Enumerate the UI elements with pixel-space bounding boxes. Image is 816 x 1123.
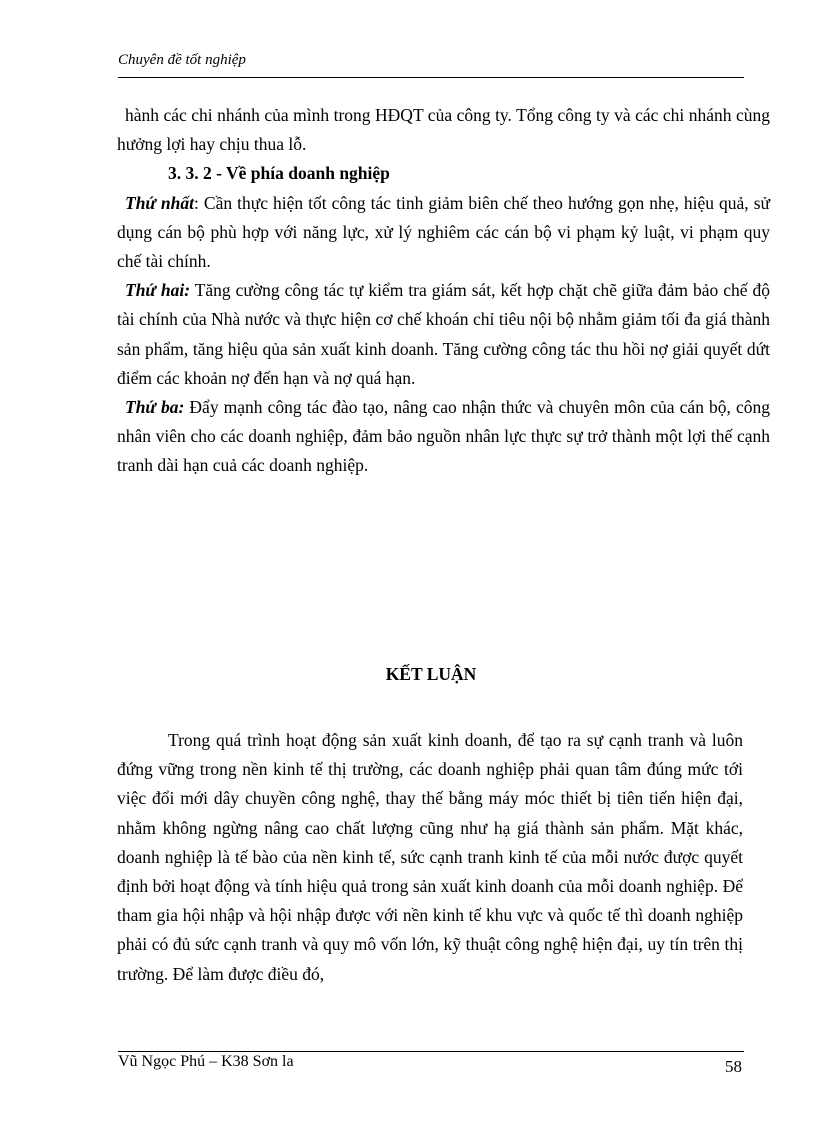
document-body bbox=[117, 101, 770, 481]
conclusion-heading: KẾT LUẬN bbox=[385, 664, 477, 684]
footer-author: Vũ Ngọc Phú – K38 Sơn la bbox=[118, 1053, 294, 1070]
footer-divider bbox=[118, 1051, 744, 1052]
paragraph-lead: Thứ hai: bbox=[125, 280, 191, 301]
conclusion-body bbox=[117, 726, 743, 989]
header-divider bbox=[118, 77, 744, 78]
conclusion-paragraph: Trong quá trình hoạt động sản xuất kinh doanh, để tạo ra sự cạnh tranh và luôn đứng vững trong nền kinh tế thị trường, các doanh nghiệp phải quan tâm đúng mức tới việc đổi mới dây chuyền công nghệ, thay thế bằng máy móc thiết bị tiên tiến hiện đại, nhằm không ngừng nâng cao chất lượng cũng như hạ giá thành sản phẩm. Mặt khác, doanh nghiệp là tế bào của nền kinh tế, sức cạnh tranh kinh tế của mỗi nước được quyết định bởi hoạt động và tính hiệu quả trong sản xuất kinh doanh của mỗi doanh nghiệp. Để tham gia hội nhập và hội nhập được với nền kinh tế khu vực và quốc tế thì doanh nghiệp phải có đủ sức cạnh tranh và quy mô vốn lớn, kỹ thuật công nghệ hiện đại, uy tín trên thị trường. Để làm được điều đó, bbox=[117, 730, 743, 984]
paragraph-text: Đẩy mạnh công tác đào tạo, nâng cao nhận thức và chuyên môn của cán bộ, công nhân viên cho các doanh nghiệp, đảm bảo nguồn nhân lực thực sự trở thành một lợi thế cạnh tranh dài hạn cuả các doanh nghiệp. bbox=[117, 397, 770, 476]
paragraph-lead: Thứ ba: bbox=[125, 397, 185, 418]
section-title: 3. 3. 2 - Về phía doanh nghiệp bbox=[168, 163, 390, 184]
paragraph-text: Tăng cường công tác tự kiểm tra giám sát, kết hợp chặt chẽ giữa đảm bảo chế độ tài chính của Nhà nước và thực hiện cơ chế khoán chỉ tiêu nội bộ nhằm giảm tối đa giá thành sản phẩm, tăng hiệu qủa sản xuất kinh doanh. Tăng cường công tác thu hồi nợ giải quyết dứt điểm các khoản nợ đến hạn và nợ quá hạn. bbox=[117, 280, 770, 388]
paragraph-text: : Cần thực hiện tốt công tác tinh giảm biên chế theo hướng gọn nhẹ, hiệu quả, sử dụng cán bộ phù hợp với năng lực, xử lý nghiêm các cán bộ vi phạm kỷ luật, vi phạm quy chế tài chính. bbox=[117, 192, 770, 272]
page-number: 58 bbox=[725, 1057, 742, 1076]
paragraph-third bbox=[117, 393, 770, 481]
paragraph-lead: Thứ nhất bbox=[125, 192, 195, 213]
continuation-paragraph: hành các chi nhánh của mình trong HĐQT của công ty. Tổng công ty và các chi nhánh cùng hưởng lợi hay chịu thua lỗ. bbox=[117, 105, 770, 155]
page-header-title: Chuyên đề tốt nghiệp bbox=[118, 52, 246, 68]
paragraph-first bbox=[117, 189, 770, 277]
paragraph-second bbox=[117, 276, 770, 393]
